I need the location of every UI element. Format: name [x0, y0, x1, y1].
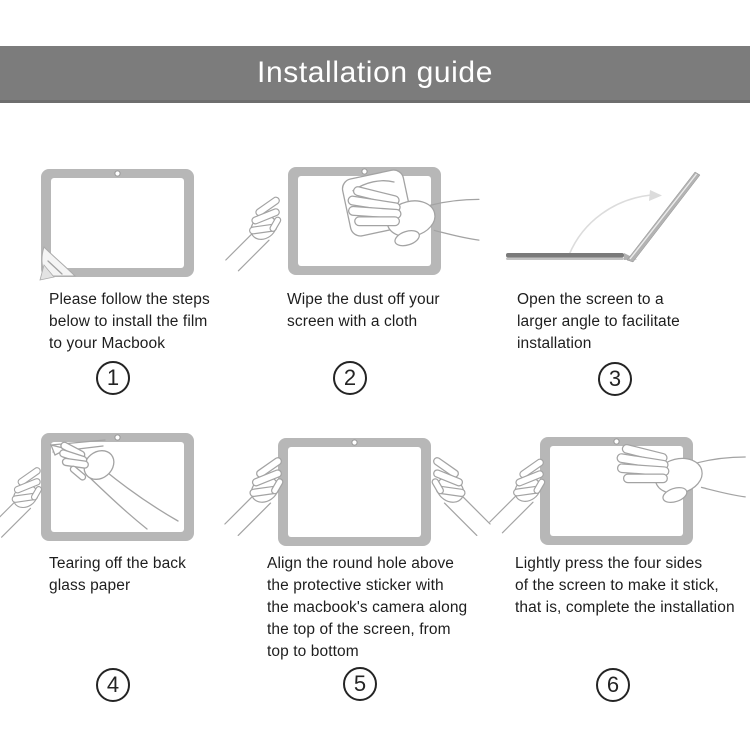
- caption-line: of the screen to make it stick,: [515, 577, 719, 594]
- tablet-icon: [41, 169, 194, 277]
- caption-line: Align the round hole above: [267, 555, 455, 572]
- step-5-caption: [267, 553, 467, 663]
- step-2-number: 2: [333, 361, 367, 395]
- caption-line: the macbook's camera along: [267, 599, 468, 616]
- step-3-caption: [517, 289, 680, 355]
- step-6-illustration: [488, 428, 750, 558]
- caption-line: Lightly press the four sides: [515, 555, 703, 572]
- caption-line: top to bottom: [267, 643, 359, 660]
- step-3-number: 3: [598, 362, 632, 396]
- caption-line: installation: [517, 335, 592, 352]
- caption-line: below to install the film: [49, 313, 208, 330]
- caption-line: glass paper: [49, 577, 131, 594]
- step-4-number: 4: [96, 668, 130, 702]
- step-5-illustration: [240, 428, 475, 558]
- step-6-caption: [515, 553, 735, 619]
- open-direction-arrow-icon: [569, 190, 662, 255]
- tablet-icon: [278, 438, 431, 546]
- step-2-illustration: [242, 158, 474, 286]
- caption-line: screen with a cloth: [287, 313, 418, 330]
- caption-line: Tearing off the back: [49, 555, 186, 572]
- header-banner: [0, 46, 750, 103]
- caption-line: the top of the screen, from: [267, 621, 451, 638]
- step-3-illustration: [503, 165, 715, 270]
- caption-line: larger angle to facilitate: [517, 313, 680, 330]
- pinch-hand-icon: [226, 196, 282, 271]
- step-1-number: 1: [96, 361, 130, 395]
- caption-line: to your Macbook: [49, 335, 166, 352]
- step-6-number: 6: [596, 668, 630, 702]
- pinch-hand-icon: [490, 458, 546, 533]
- step-5-number: 5: [343, 667, 377, 701]
- caption-line: Wipe the dust off your: [287, 291, 440, 308]
- laptop-side-icon: [506, 172, 700, 262]
- caption-line: the protective sticker with: [267, 577, 444, 594]
- caption-line: Open the screen to a: [517, 291, 664, 308]
- page-title: Installation guide: [257, 56, 493, 89]
- pinch-hand-left-icon: [225, 456, 284, 535]
- caption-line: Please follow the steps: [49, 291, 210, 308]
- step-1-caption: [49, 289, 210, 355]
- step-4-illustration: [15, 425, 230, 553]
- step-1-illustration: [38, 160, 198, 282]
- pinch-hand-icon: [0, 466, 43, 537]
- caption-line: that is, complete the installation: [515, 599, 735, 616]
- step-2-caption: [287, 289, 440, 333]
- pinch-hand-right-icon: [431, 456, 490, 535]
- step-4-caption: [49, 553, 186, 597]
